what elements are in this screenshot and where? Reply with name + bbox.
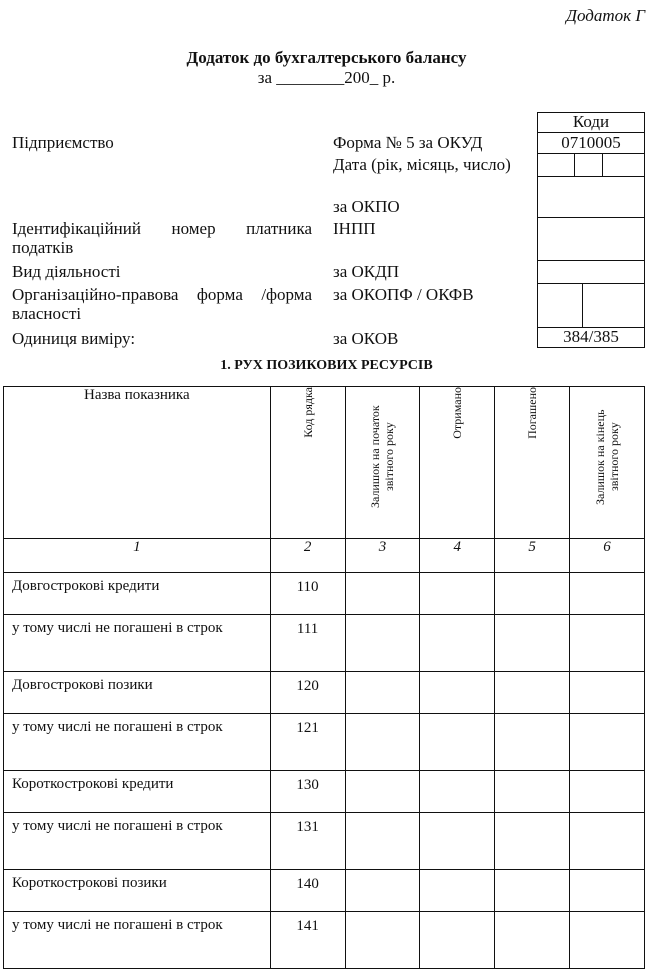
row-name: Короткострокові позики <box>4 870 271 912</box>
col-header-opening-balance: Залишок на початок звітного року <box>345 387 420 539</box>
value-cell[interactable] <box>420 714 495 771</box>
okov-label: за ОКОВ <box>333 329 399 348</box>
value-cell[interactable] <box>570 714 645 771</box>
value-cell[interactable] <box>345 573 420 615</box>
value-cell[interactable] <box>345 615 420 672</box>
value-cell[interactable] <box>345 912 420 969</box>
value-cell[interactable] <box>495 771 570 813</box>
value-cell[interactable] <box>420 870 495 912</box>
col-number: 5 <box>495 539 570 573</box>
value-cell[interactable] <box>570 615 645 672</box>
table-row <box>4 813 645 870</box>
tax-id-label: Ідентифікаційний номер платника податків <box>12 219 312 257</box>
value-cell[interactable] <box>570 870 645 912</box>
row-name: Довгострокові кредити <box>4 573 271 615</box>
row-name: у тому числі не погашені в строк <box>4 813 271 870</box>
date-divider <box>602 154 603 177</box>
okopf-label: за ОКОПФ / ОКФВ <box>333 285 474 304</box>
table-row <box>4 771 645 813</box>
activity-label: Вид діяльності <box>12 262 121 281</box>
col-number: 6 <box>570 539 645 573</box>
value-cell[interactable] <box>420 672 495 714</box>
col-number: 4 <box>420 539 495 573</box>
value-cell[interactable] <box>495 912 570 969</box>
okopf-divider <box>582 284 583 328</box>
col-number: 2 <box>270 539 345 573</box>
value-cell[interactable] <box>420 771 495 813</box>
enterprise-label: Підприємство <box>12 133 114 152</box>
loan-resources-table <box>3 386 645 969</box>
value-cell[interactable] <box>495 813 570 870</box>
col-header-received: Отримано <box>420 387 495 539</box>
inpp-code-cell <box>538 218 644 261</box>
date-code-cell <box>538 154 644 177</box>
okopf-code-cell <box>538 284 644 328</box>
row-name: у тому числі не погашені в строк <box>4 714 271 771</box>
value-cell[interactable] <box>570 912 645 969</box>
codes-box <box>537 112 645 348</box>
value-cell[interactable] <box>570 813 645 870</box>
section-title: 1. РУХ ПОЗИКОВИХ РЕСУРСІВ <box>220 358 433 373</box>
document-title: Додаток до бухгалтерського балансу <box>186 48 467 67</box>
legal-form-label: Організаційно-правова форма /форма власності <box>12 285 312 323</box>
date-label: Дата (рік, місяць, число) <box>333 155 511 174</box>
table-row <box>4 912 645 969</box>
value-cell[interactable] <box>420 573 495 615</box>
row-name: Короткострокові кредити <box>4 771 271 813</box>
form-okud-label: Форма № 5 за ОКУД <box>333 133 483 152</box>
value-cell[interactable] <box>495 615 570 672</box>
table-row <box>4 672 645 714</box>
row-name: у тому числі не погашені в строк <box>4 912 271 969</box>
table-row <box>4 714 645 771</box>
value-cell[interactable] <box>570 672 645 714</box>
value-cell[interactable] <box>495 672 570 714</box>
date-divider <box>574 154 575 177</box>
row-code: 121 <box>270 714 345 771</box>
row-code: 120 <box>270 672 345 714</box>
codes-title: Коди <box>538 113 644 133</box>
col-header-code: Код рядка <box>270 387 345 539</box>
col-header-repaid: Погашено <box>495 387 570 539</box>
col-header-name: Назва показника <box>4 387 271 539</box>
okdp-label: за ОКДП <box>333 262 399 281</box>
value-cell[interactable] <box>570 771 645 813</box>
row-code: 141 <box>270 912 345 969</box>
value-cell[interactable] <box>345 714 420 771</box>
row-name: у тому числі не погашені в строк <box>4 615 271 672</box>
value-cell[interactable] <box>345 813 420 870</box>
appendix-label: Додаток Г <box>566 6 645 25</box>
value-cell[interactable] <box>495 714 570 771</box>
value-cell[interactable] <box>495 870 570 912</box>
inpp-label: ІНПП <box>333 219 376 238</box>
table-row <box>4 870 645 912</box>
col-number: 1 <box>4 539 271 573</box>
row-code: 131 <box>270 813 345 870</box>
okpo-label: за ОКПО <box>333 197 400 216</box>
value-cell[interactable] <box>345 771 420 813</box>
row-code: 130 <box>270 771 345 813</box>
col-header-closing-balance: Залишок на кінець звітного року <box>570 387 645 539</box>
unit-code: 384/385 <box>563 327 619 346</box>
value-cell[interactable] <box>420 813 495 870</box>
row-code: 111 <box>270 615 345 672</box>
value-cell[interactable] <box>345 672 420 714</box>
okpo-code-cell <box>538 177 644 218</box>
value-cell[interactable] <box>420 615 495 672</box>
table-row <box>4 615 645 672</box>
row-code: 110 <box>270 573 345 615</box>
okdp-code-cell <box>538 261 644 284</box>
value-cell[interactable] <box>570 573 645 615</box>
unit-label: Одиниця виміру: <box>12 329 136 348</box>
row-code: 140 <box>270 870 345 912</box>
value-cell[interactable] <box>345 870 420 912</box>
okud-code: 0710005 <box>538 133 644 154</box>
col-number: 3 <box>345 539 420 573</box>
value-cell[interactable] <box>495 573 570 615</box>
row-name: Довгострокові позики <box>4 672 271 714</box>
table-row <box>4 573 645 615</box>
report-period: за ________200_ р. <box>257 68 396 87</box>
value-cell[interactable] <box>420 912 495 969</box>
